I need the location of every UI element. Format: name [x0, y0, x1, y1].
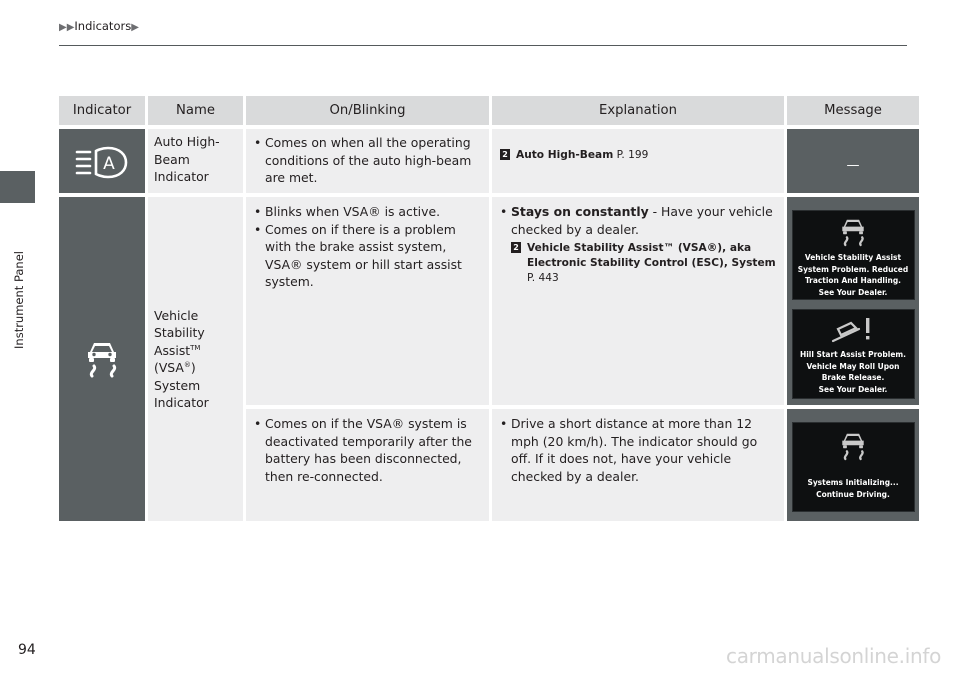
side-label: Instrument Panel [12, 251, 26, 349]
display-line: See Your Dealer. [818, 383, 888, 394]
list-item: • Stays on constantly - Have your vehicle checked by a dealer. [500, 203, 776, 238]
header-rule [59, 45, 907, 46]
hill-start-warning-icon [829, 315, 877, 347]
watermark: carmanualsonline.info [726, 644, 942, 668]
table-row-auto-high-beam [59, 129, 919, 193]
auto-high-beam-icon [74, 145, 130, 181]
name-cell: Vehicle Stability Assist™ (VSA®) System Indicator [148, 197, 243, 521]
header-name: Name [148, 96, 243, 125]
onblinking-cell [246, 197, 489, 405]
display-line: See Your Dealer. [818, 286, 888, 297]
display-line: Systems Initializing... [807, 477, 899, 487]
message-display-hill-start [792, 309, 915, 399]
explanation-cell [492, 409, 784, 521]
message-display-initializing [792, 422, 915, 512]
explanation-cell [492, 197, 784, 405]
display-line: System Problem. Reduced [797, 263, 909, 274]
header-indicator: Indicator [59, 96, 145, 125]
message-dash: — [846, 158, 860, 173]
display-line: Vehicle May Roll Upon [806, 360, 900, 371]
breadcrumb-arrow-icon: ▶ [131, 22, 139, 33]
vsa-skid-car-icon [840, 215, 866, 249]
page-number: 94 [18, 642, 36, 658]
message-cell [787, 409, 919, 521]
display-line: Brake Release. [821, 372, 885, 382]
list-item: • Drive a short distance at more than 12 mph (20 km/h). The indicator should go off. If it does not, have your vehicle checked by a dealer. [500, 415, 776, 485]
header-explanation: Explanation [492, 96, 784, 125]
indicator-table [56, 96, 922, 521]
display-line: Vehicle Stability Assist [804, 252, 902, 262]
explanation-cell [492, 129, 784, 193]
message-cell [787, 197, 919, 405]
message-display-vsa-problem [792, 210, 915, 300]
display-line: Continue Driving. [816, 488, 890, 499]
table-row-vsa-active [59, 197, 919, 405]
list-item: • Comes on when all the operating conditions of the auto high-beam are met. [254, 134, 481, 187]
breadcrumb-arrow-icon: ▶▶ [59, 22, 75, 33]
name-cell: Auto High-Beam Indicator [148, 129, 243, 193]
message-cell [787, 129, 919, 193]
onblinking-cell [246, 129, 489, 193]
vsa-skid-car-icon [85, 339, 119, 379]
breadcrumb-section: Indicators [74, 19, 132, 33]
reference-arrow-icon: 2 [500, 149, 510, 160]
vsa-skid-car-icon [840, 429, 866, 463]
breadcrumb [59, 19, 139, 33]
indicator-cell [59, 129, 145, 193]
side-tab [0, 171, 35, 203]
list-item: • Comes on if the VSA® system is deactivated temporarily after the battery has been disconnected, then re-connected. [254, 415, 481, 485]
header-message: Message [787, 96, 919, 125]
page-reference: 2 Auto High-Beam P. 199 [500, 148, 776, 163]
display-line: Traction And Handling. [804, 275, 902, 285]
onblinking-cell [246, 409, 489, 521]
indicator-cell [59, 197, 145, 521]
svg-text:A: A [103, 154, 115, 174]
display-line: Hill Start Assist Problem. [799, 349, 907, 359]
header-onblinking: On/Blinking [246, 96, 489, 125]
list-item: • Blinks when VSA® is active. [254, 203, 481, 221]
page-reference: 2 Vehicle Stability Assist™ (VSA®), aka Electronic Stability Control (ESC), System P. 443 [511, 241, 776, 286]
reference-arrow-icon: 2 [511, 242, 521, 253]
list-item: • Comes on if there is a problem with the brake assist system, VSA® system or hill start assist system. [254, 221, 481, 291]
